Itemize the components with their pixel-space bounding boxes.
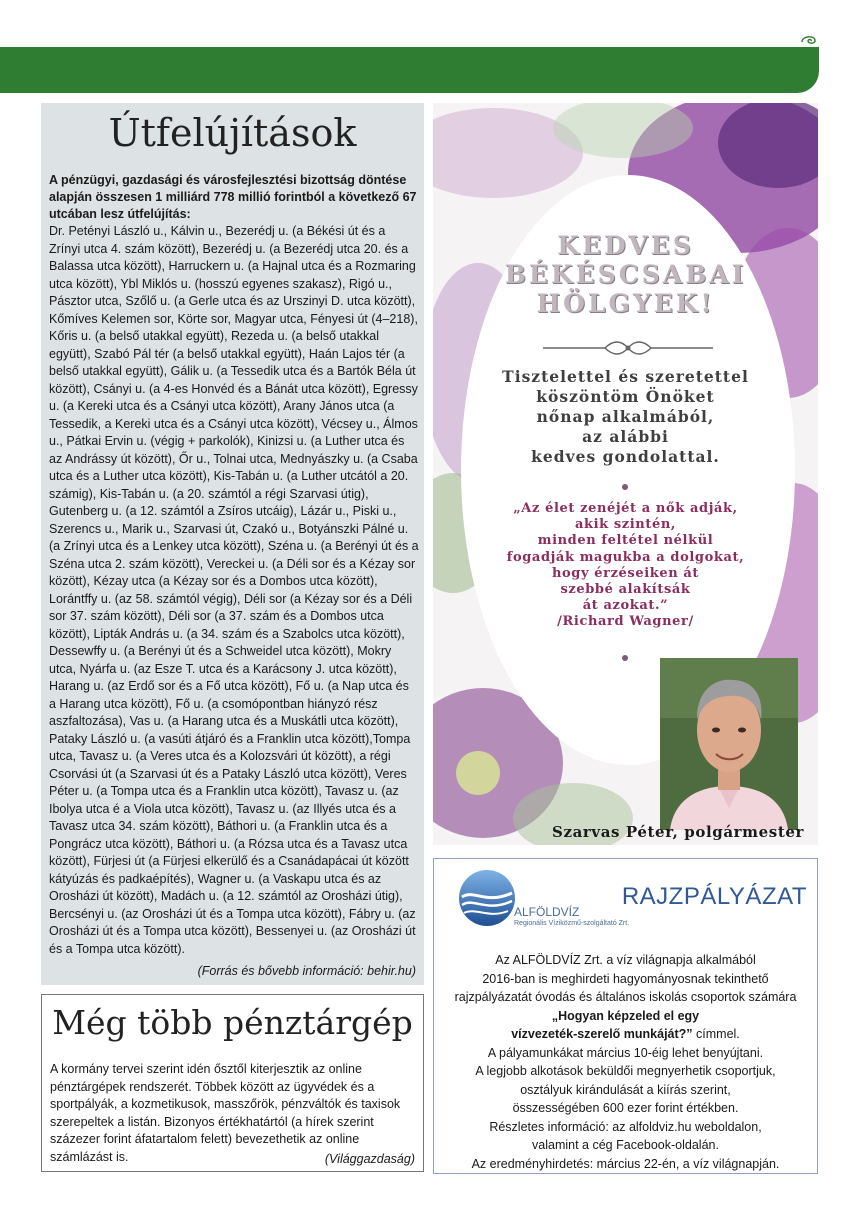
drawing-contest-box — [433, 858, 818, 1174]
cash-register-article — [41, 994, 424, 1172]
greeting-message — [433, 367, 818, 467]
quote-author: /Richard Wagner/ — [557, 614, 694, 630]
message-line: nőnap alkalmából, — [536, 407, 715, 426]
quote-line: akik szintén, — [574, 517, 677, 533]
quote-line: át azokat.” — [582, 598, 669, 614]
message-line: kedves gondolattal. — [531, 447, 720, 466]
heading-line: HÖLGYEK! — [536, 289, 715, 318]
contest-line: osztályuk kirándulását a kiírás szerint, — [520, 1082, 731, 1097]
heading-line: KEDVES — [557, 231, 694, 260]
contest-line: A pályamunkákat március 10-éig lehet benyújtani. — [487, 1045, 764, 1060]
alfoldviz-logo-icon — [456, 867, 518, 929]
heading-line: BÉKÉSCSABAI — [504, 260, 747, 289]
message-line: köszöntöm Önöket — [536, 387, 715, 406]
contest-line: rajzpályázatát óvodás és általános iskolás csoportok számára — [454, 990, 797, 1004]
article-body: Dr. Petényi László u., Kálvin u., Bezerédj u. (a Békési út és a Zrínyi utca 4. szám között), Bezerédj u. (a Bezerédj utca 20. és a Balassa utca között), Harruckern u. (a Hajnal utca és a Rozmaring utca között), Ybl Miklós u. (hosszú egyenes szakasz), Rigó u., Pásztor utca, Szőlő u. (a Gerle utca és az Urszinyi D. utca között), Kőmíves Kelemen sor, Körte sor, Magyar utca, Fényesi út (4–218), Kőris u. (a belső utakkal együtt), Rezeda u. (a belső utakkal együtt), Szabó Pál tér (a belső utakkal együtt), Haán Lajos tér (a belső utakkal együtt), Gálik u. (a Tessedik utca és a Bartók Béla út között), Csányi u. (a 4-es Honvéd és a Bánát utca között), Egressy u. (a Kereki utca és a Csányi utca között), Arany János utca (a Tessedik, a Kereki utca és a Csányi utca között), Vécsey u., Álmos u., Pátkai Ervin u. (végig + parkolók), Kinizsi u. (a Luther utca és az Andrássy út között), Őr u., Tolnai utca, Mednyászky u. (a Csaba utca és a Luther utca között), Kis-Tabán u. (a Luther utcától a 20. számig), Kis-Tabán u. (a 20. számtól a régi Szarvasi útig), Gutenberg u. (a 12. számtól a Zsíros utcáig), Lázár u., Piski u., Szerencs u., Marik u., Szarvasi út, Czakó u., Botyánszki Pálné u. (a Zrínyi utca és a Lenkey utca között), Széna u. (a Berényi út és a Széna utca 2. szám között), Vereckei u. (a Déli sor és a Kézay sor között), Kézay utca (a Kézay sor és a Dombos utca között), Lorántffy u. (az 58. számtól végig), Déli sor (a Kézay sor és a Déli sor 37. szám között), Déli sor (a 37. szám és a Dombos utca között), Lipták András u. (a 34. szám és a Szabolcs utca között), Dessewffy u. (a Berényi út és a Schweidel utca között), Mokry utca, Nyárfa u. (az Esze T. utca és a Karácsony J. utca között), Harang u. (az Erdő sor és a Fő utca között), Fő u. (a Nap utca és a Harang utca között), Fő u. (a csomópontban hiányzó rész aszfaltozása), Vas u. (a Harang utca és a Muskátli utca között), Pataky László u. (a vasúti átjáró és a Franklin utca között),Tompa utca, Tavasz u. (a Veres utca és a Kolozsvári út között), a régi Csorvási út (a Szarvasi út és a Pataky László utca között), Veres Péter u. (a Tompa utca és a Franklin utca között), Tavasz u. (az Ibolya utca é a Viola utca között), Tavasz u. (az Illyés utca és a Tavasz utca 34. szám között), Báthori u. (a Franklin utca és a Pongrácz utca között), Báthori u. (a Rózsa utca és a Tavasz utca között), Fürjesi út (a Fürjesi elkerülő és a Csanádapácai út között kátyúzás és padkaépítés), Wagner u. (a Vaskapu utca és az Orosházi út között), Madách u. (a 12. számtól az Orosházi útig), Bercsényi u. (az Orosházi út és a Tompa utca között), Fábry u. (az Orosházi út és a Tompa utca között), Bessenyei u. (az Orosházi út és a Tompa utca között). — [49, 224, 419, 956]
contest-theme-line — [434, 1025, 817, 1044]
photo-caption: Szarvas Péter, polgármester — [552, 823, 804, 841]
quote-line: fogadják magukba a dolgokat, — [506, 549, 745, 565]
title-rest: KTUÁLIS — [432, 11, 580, 44]
article-source: (Világgazdaság) — [324, 1152, 415, 1166]
article-lead: A pénzügyi, gazdasági és városfejlesztési bizottság döntése alapján összesen 1 milliárd 778 millió forintból a következő 67 utcában lesz útfelújítás: — [49, 173, 417, 221]
page-number: 3 — [831, 10, 847, 36]
publication-title — [0, 6, 859, 46]
flourish-divider-icon — [543, 340, 713, 356]
contest-line: Részletes információ: az alfoldviz.hu weboldalon, — [489, 1119, 762, 1134]
contest-theme-text: vízvezeték-szerelő munkáját?” — [511, 1027, 693, 1041]
wagner-quote — [433, 501, 818, 631]
contest-line: valamint a cég Facebook-oldalán. — [532, 1138, 719, 1152]
bullet-dot — [622, 484, 628, 490]
mayor-portrait-photo — [660, 658, 798, 830]
title-prefix: CSABAI — [279, 11, 406, 44]
contest-theme-suffix: címmel. — [692, 1027, 740, 1041]
quote-line: hogy érzéseiken át — [551, 565, 700, 581]
quote-line: szebbé alakítsák — [560, 582, 691, 598]
article-title: Még több pénztárgép — [52, 1003, 413, 1042]
message-line: Tisztelettel és szeretettel — [502, 367, 749, 386]
title-initial: A — [405, 6, 433, 46]
road-renovation-article — [41, 103, 424, 985]
bullet-dot — [622, 655, 628, 661]
article-source: (Forrás és bővebb információ: behir.hu) — [197, 964, 416, 978]
article-title: Útfelújítások — [108, 111, 357, 155]
contest-title: RAJZPÁLYÁZAT — [621, 883, 807, 910]
womens-day-greeting — [433, 103, 818, 845]
logo-subtitle: Regionális Víziközmű-szolgáltató Zrt. — [514, 920, 630, 927]
contest-line: A legjobb alkotások beküldői megnyerhetik csoportjuk, — [475, 1064, 776, 1078]
article-body: A kormány tervei szerint idén ősztől kiterjesztik az online pénztárgépek rendszerét. Többek között az ügyvédek és a sportpályák, a kozmetikusok, masszőrök, pénzváltók és taxisok szerepeltek a listán. Bizonyos értékhatártól (a hírek szerint százezer forint áfatartalom felett) bevezethetik az online számlázást is. — [50, 1062, 401, 1164]
contest-line: Az ALFÖLDVÍZ Zrt. a víz világnapja alkalmából — [495, 953, 756, 967]
quote-line: minden feltétel nélkül — [537, 533, 714, 549]
greeting-heading — [433, 231, 818, 318]
contest-theme-line: „Hogyan képzeled el egy — [551, 1008, 700, 1023]
page-header — [0, 47, 819, 93]
message-line: az alábbi — [582, 427, 669, 446]
contest-line: 2016-ban is meghirdeti hagyományosnak tekinthető — [482, 971, 769, 986]
contest-line: összességében 600 ezer forint értékben. — [512, 1101, 739, 1115]
logo-name: ALFÖLDVÍZ — [514, 905, 580, 919]
contest-body — [434, 951, 817, 1173]
quote-line: „Az élet zenéjét a nők adják, — [513, 501, 738, 516]
contest-line: Az eredményhirdetés: március 22-én, a víz világnapján. — [471, 1156, 780, 1171]
